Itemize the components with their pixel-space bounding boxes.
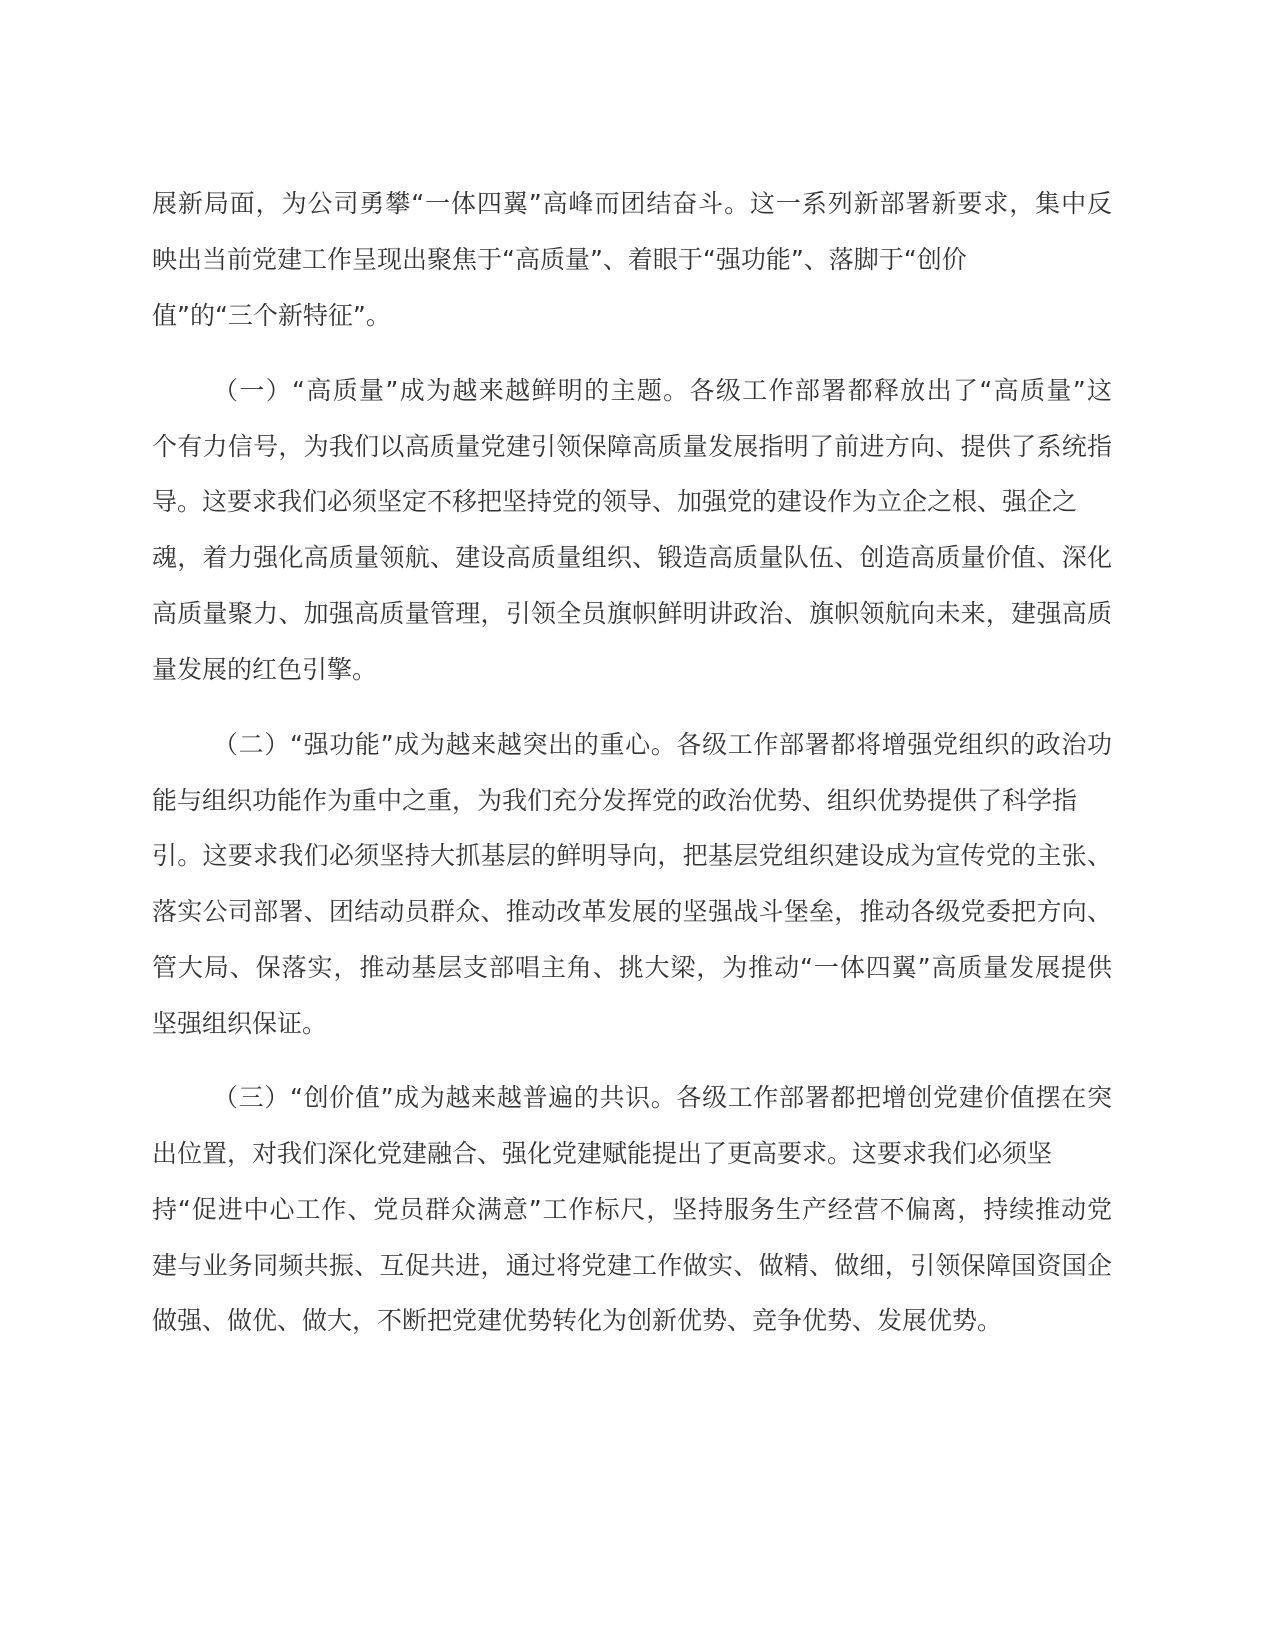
text-line: 高质量聚力、加强高质量管理，引领全员旗帜鲜明讲政治、旗帜领航向未来，建强高质	[152, 599, 1112, 628]
text-line: 管大局、保落实，推动基层支部唱主角、挑大梁，为推动“一体四翼”高质量发展提供	[152, 953, 1112, 982]
text-line: 建与业务同频共振、互促共进，通过将党建工作做实、做精、做细，引领保障国资国企	[152, 1251, 1112, 1280]
text-line: 落实公司部署、团结动员群众、推动改革发展的坚强战斗堡垒，推动各级党委把方向、	[152, 897, 1112, 926]
text-line: 坚强组织保证。	[152, 1009, 328, 1038]
text-line: 量发展的红色引擎。	[152, 655, 378, 684]
text-line: 能与组织功能作为重中之重，为我们充分发挥党的政治优势、组织优势提供了科学指	[152, 786, 1078, 815]
text-line: 做强、做优、做大，不断把党建优势转化为创新优势、竞争优势、发展优势。	[152, 1306, 1003, 1335]
text-line: 出位置，对我们深化党建融合、强化党建赋能提出了更高要求。这要求我们必须坚	[152, 1139, 1053, 1168]
text-line: 展新局面，为公司勇攀“一体四翼”高峰而团结奋斗。这一系列新部署新要求，集中反	[152, 189, 1112, 218]
text-line: 个有力信号，为我们以高质量党建引领保障高质量发展指明了前进方向、提供了系统指	[152, 432, 1112, 461]
text-line: 映出当前党建工作呈现出聚焦于“高质量”、着眼于“强功能”、落脚于“创价	[152, 245, 967, 274]
text-line: 值”的“三个新特征”。	[152, 301, 391, 330]
paragraph-heading-line: （一）“高质量”成为越来越鲜明的主题。各级工作部署都释放出了“高质量”这	[213, 376, 1112, 405]
paragraph-heading-line: （三）“创价值”成为越来越普遍的共识。各级工作部署都把增创党建价值摆在突	[213, 1083, 1112, 1112]
text-line: 持“促进中心工作、党员群众满意”工作标尺，坚持服务生产经营不偏离，持续推动党	[152, 1195, 1112, 1224]
text-line: 引。这要求我们必须坚持大抓基层的鲜明导向，把基层党组织建设成为宣传党的主张、	[152, 841, 1112, 870]
paragraph-heading-line: （二）“强功能”成为越来越突出的重心。各级工作部署都将增强党组织的政治功	[213, 730, 1112, 759]
text-line: 导。这要求我们必须坚定不移把坚持党的领导、加强党的建设作为立企之根、强企之	[152, 487, 1078, 516]
text-line: 魂，着力强化高质量领航、建设高质量组织、锻造高质量队伍、创造高质量价值、深化	[152, 543, 1112, 572]
